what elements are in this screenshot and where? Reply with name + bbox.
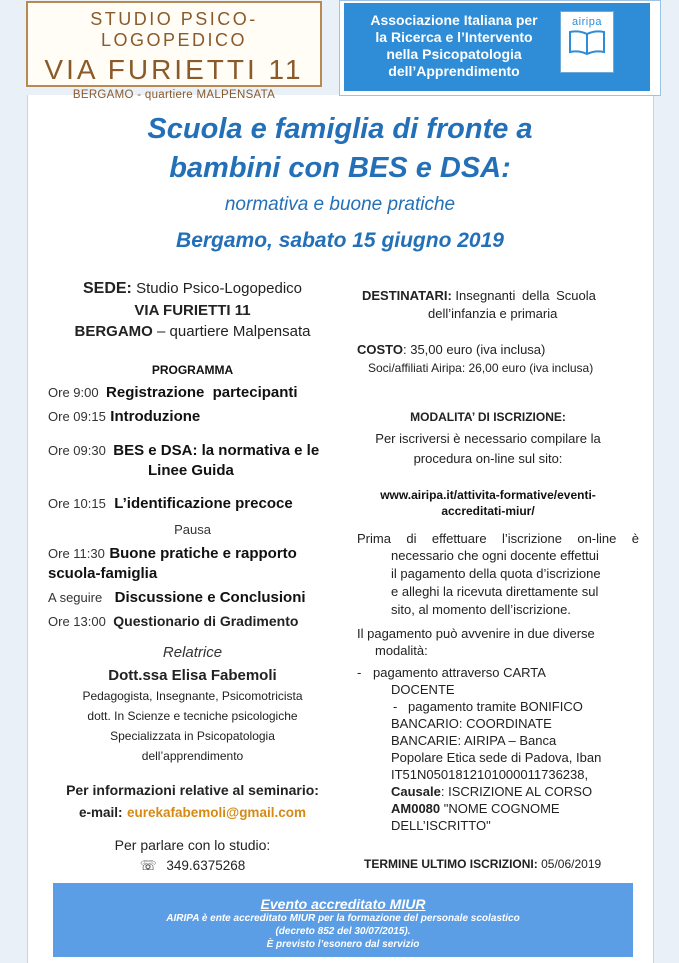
programma-heading: PROGRAMMA — [151, 363, 234, 377]
option-bonifico: BANCARIE: AIRIPA – Banca — [391, 733, 557, 748]
option-bullet: - — [393, 699, 398, 714]
program-item: Ore 11:30 Buone pratiche e rapporto — [48, 545, 297, 562]
payment-methods: Il pagamento può avvenire in due diverse — [357, 626, 595, 641]
costo-soci: Soci/affiliati Airipa: 26,00 euro (iva inclusa) — [368, 361, 594, 375]
relatrice-desc: Specializzata in Psicopatologia — [110, 729, 275, 743]
payment-note: Prima di effettuare l’iscrizione on-line è — [357, 531, 639, 546]
footer-line: È previsto l’esonero dal servizio — [266, 939, 420, 950]
phone-intro: Per parlare con lo studio: — [114, 837, 271, 853]
relatrice-desc: dott. In Scienze e tecniche psicologiche — [87, 709, 298, 723]
airipa-box — [339, 0, 661, 96]
website-link-cont[interactable]: accreditati-miur/ — [441, 504, 535, 518]
modalita-intro: procedura on-line sul sito: — [413, 451, 563, 466]
email-row: e-mail: eurekafabemoli@gmail.com — [79, 805, 306, 820]
sede-street: VIA FURIETTI 11 — [134, 302, 251, 319]
footer-banner — [53, 883, 633, 957]
subtitle: normativa e buone pratiche — [224, 194, 456, 215]
program-item: A seguire Discussione e Conclusioni — [48, 589, 306, 606]
relatrice-name: Dott.ssa Elisa Fabemoli — [108, 667, 277, 684]
title-line1: Scuola e famiglia di fronte a — [147, 113, 533, 145]
program-item: Ore 9:00 Registrazione partecipanti — [48, 384, 298, 401]
payment-note: necessario che ogni docente effettui — [391, 548, 599, 563]
studio-logo-box — [26, 1, 322, 101]
event-date: Bergamo, sabato 15 giugno 2019 — [176, 229, 504, 252]
studio-line2: VIA FURIETTI 11 — [44, 54, 304, 85]
option-bonifico: pagamento tramite BONIFICO — [408, 699, 583, 714]
option-card: pagamento attraverso CARTA — [373, 665, 546, 680]
email-link[interactable]: eurekafabemoli@gmail.com — [126, 805, 306, 820]
relatrice-desc: dell’apprendimento — [141, 749, 244, 763]
causale-name: DELL’ISCRITTO" — [391, 818, 491, 833]
airipa-text: Associazione Italiana per la Ricerca e l’Intervento nella Psicopatologia dell’Apprendimento — [370, 12, 538, 79]
phone-row: ☏ 349.6375268 — [139, 858, 246, 873]
payment-methods: modalità: — [375, 643, 428, 658]
sede-city: BERGAMO – quartiere Malpensata — [74, 323, 311, 340]
option-bonifico: Popolare Etica sede di Padova, Iban — [391, 750, 602, 765]
costo-line: COSTO: 35,00 euro (iva inclusa) — [357, 342, 546, 357]
program-item: Ore 10:15 L’identificazione precoce — [48, 495, 293, 512]
footer-heading: Evento accreditato MIUR — [260, 896, 426, 912]
info-heading: Per informazioni relative al seminario: — [66, 782, 319, 798]
airipa-logo: airipa — [560, 11, 614, 73]
telephone-icon: ☏ — [139, 858, 157, 873]
relatrice-heading: Relatrice — [162, 644, 223, 661]
iban: IT51N0501812101000011736238, — [391, 767, 589, 782]
modalita-heading: MODALITA’ DI ISCRIZIONE: — [410, 410, 566, 424]
causale-code: AM0080 "NOME COGNOME — [391, 801, 560, 816]
option-card: DOCENTE — [391, 682, 455, 697]
program-item: Ore 09:30 BES e DSA: la normativa e le — [48, 442, 320, 459]
sede-line1: SEDE: Studio Psico-Logopedico — [82, 280, 303, 297]
payment-note: il pagamento della quota d’iscrizione — [391, 566, 601, 581]
airipa-banner — [344, 3, 650, 91]
causale-line: Causale: ISCRIZIONE AL CORSO — [391, 784, 593, 799]
program-item-cont: Linee Guida — [148, 462, 234, 479]
footer-line: AIRIPA è ente accreditato MIUR per la formazione del personale scolastico — [166, 913, 520, 924]
option-bonifico: BANCARIO: COORDINATE — [391, 716, 552, 731]
footer-line: (decreto 852 del 30/07/2015). — [275, 926, 411, 937]
program-item-cont: scuola-famiglia — [48, 565, 158, 582]
program-item: Ore 13:00 Questionario di Gradimento — [48, 613, 299, 629]
payment-note: sito, al momento dell’iscrizione. — [391, 602, 571, 617]
pausa-label: Pausa — [174, 522, 211, 537]
relatrice-desc: Pedagogista, Insegnante, Psicomotricista — [82, 689, 303, 703]
destinatari-line1: DESTINATARI: Insegnanti della Scuola — [362, 288, 596, 303]
payment-note: e alleghi la ricevuta direttamente sul — [391, 584, 599, 599]
option-bullet: - — [357, 665, 362, 680]
destinatari-line2: dell’infanzia e primaria — [428, 306, 558, 321]
deadline: TERMINE ULTIMO ISCRIZIONI: 05/06/2019 — [364, 857, 602, 871]
studio-line3: BERGAMO - quartiere MALPENSATA — [72, 89, 276, 101]
studio-line1: STUDIO PSICO-LOGOPEDICO — [90, 9, 258, 50]
program-item: Ore 09:15 Introduzione — [48, 408, 201, 425]
website-link[interactable]: www.airipa.it/attivita-formative/eventi- — [380, 488, 596, 502]
modalita-intro: Per iscriversi è necessario compilare la — [375, 431, 601, 446]
title-line2: bambini con BES e DSA: — [169, 152, 511, 184]
book-icon — [567, 28, 607, 56]
